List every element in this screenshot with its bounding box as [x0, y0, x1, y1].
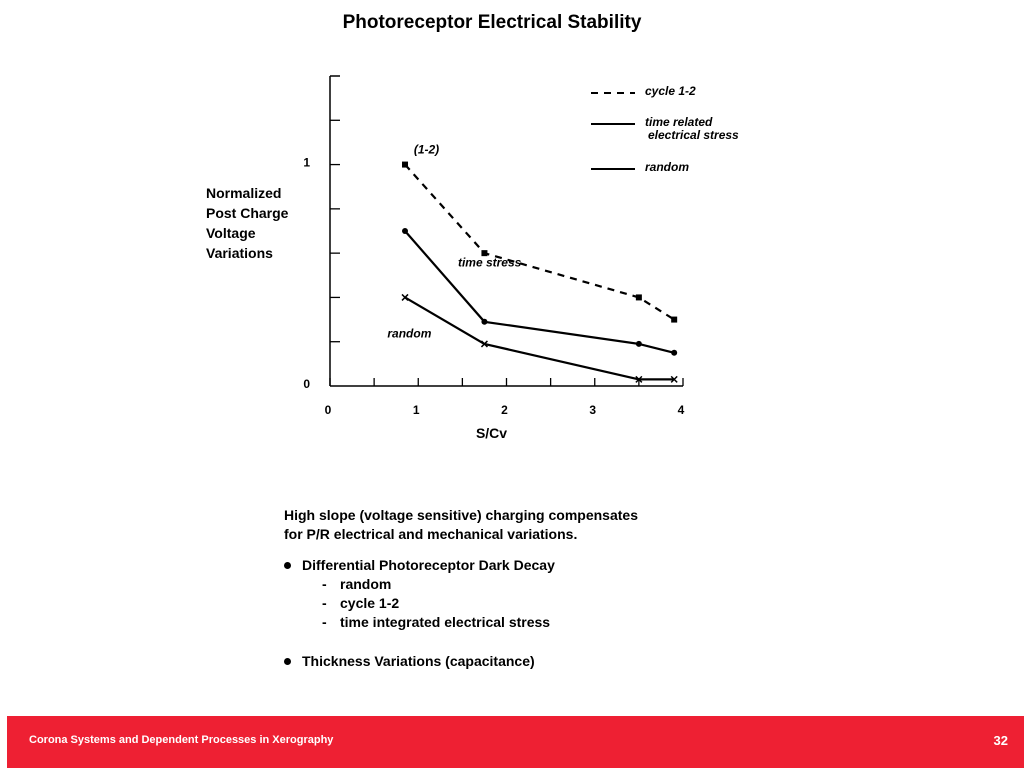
x-axis-label: S/Cv [475, 425, 508, 441]
series-line-2 [405, 297, 674, 379]
sub-item-cycle: - cycle 1-2 [322, 594, 724, 613]
marker-square [671, 317, 677, 323]
series-line-1 [405, 231, 674, 353]
legend-label-1: time related [645, 115, 713, 129]
x-tick-label: 4 [677, 403, 685, 417]
bullet-dot-icon [284, 658, 291, 665]
intro-line-2: for P/R electrical and mechanical variations. [284, 526, 578, 542]
legend-label-0: cycle 1-2 [645, 84, 696, 98]
annotation-1: time stress [457, 255, 522, 270]
x-tick-label: 1 [412, 403, 420, 417]
marker-circle [402, 228, 408, 234]
annotation-0: (1-2) [413, 142, 440, 157]
y-axis-label-line: Voltage [206, 225, 256, 241]
sub-item-stress: - time integrated electrical stress [322, 613, 724, 632]
bullet-thickness [284, 652, 724, 671]
dark-decay-sub-list [302, 575, 724, 632]
legend-label-2: random [645, 160, 690, 174]
y-tick-label: 1 [303, 155, 310, 170]
slide-title: Photoreceptor Electrical Stability [342, 12, 642, 33]
page-number: 32 [993, 733, 1008, 748]
x-tick-label: 2 [501, 403, 508, 417]
marker-square [402, 162, 408, 168]
notes-block [284, 506, 724, 671]
sub-item-random: - random [322, 575, 724, 594]
y-tick-label: 0 [303, 377, 310, 391]
x-tick-label: 3 [589, 403, 597, 417]
marker-square [636, 294, 642, 300]
footer-title: Corona Systems and Dependent Processes in Xerography [29, 734, 334, 746]
bullet-dark-decay [284, 556, 724, 632]
bullet-dark-decay-label: Differential Photoreceptor Dark Decay [302, 557, 555, 573]
series-line-0 [405, 165, 674, 320]
legend-label-1: electrical stress [648, 128, 739, 142]
y-axis-label-line: Post Charge [206, 205, 289, 221]
annotation-2: random [387, 326, 432, 341]
marker-circle [481, 319, 487, 325]
y-axis-label-line: Normalized [206, 185, 282, 201]
intro-line-1: High slope (voltage sensitive) charging compensates [284, 507, 638, 523]
y-axis-label-line: Variations [206, 245, 273, 261]
footer-bar [7, 716, 1024, 768]
marker-circle [671, 350, 677, 356]
intro-text [284, 506, 724, 544]
bullet-thickness-label: Thickness Variations (capacitance) [302, 653, 535, 669]
bullet-dot-icon [284, 562, 291, 569]
x-tick-label: 0 [324, 403, 332, 417]
marker-circle [636, 341, 642, 347]
